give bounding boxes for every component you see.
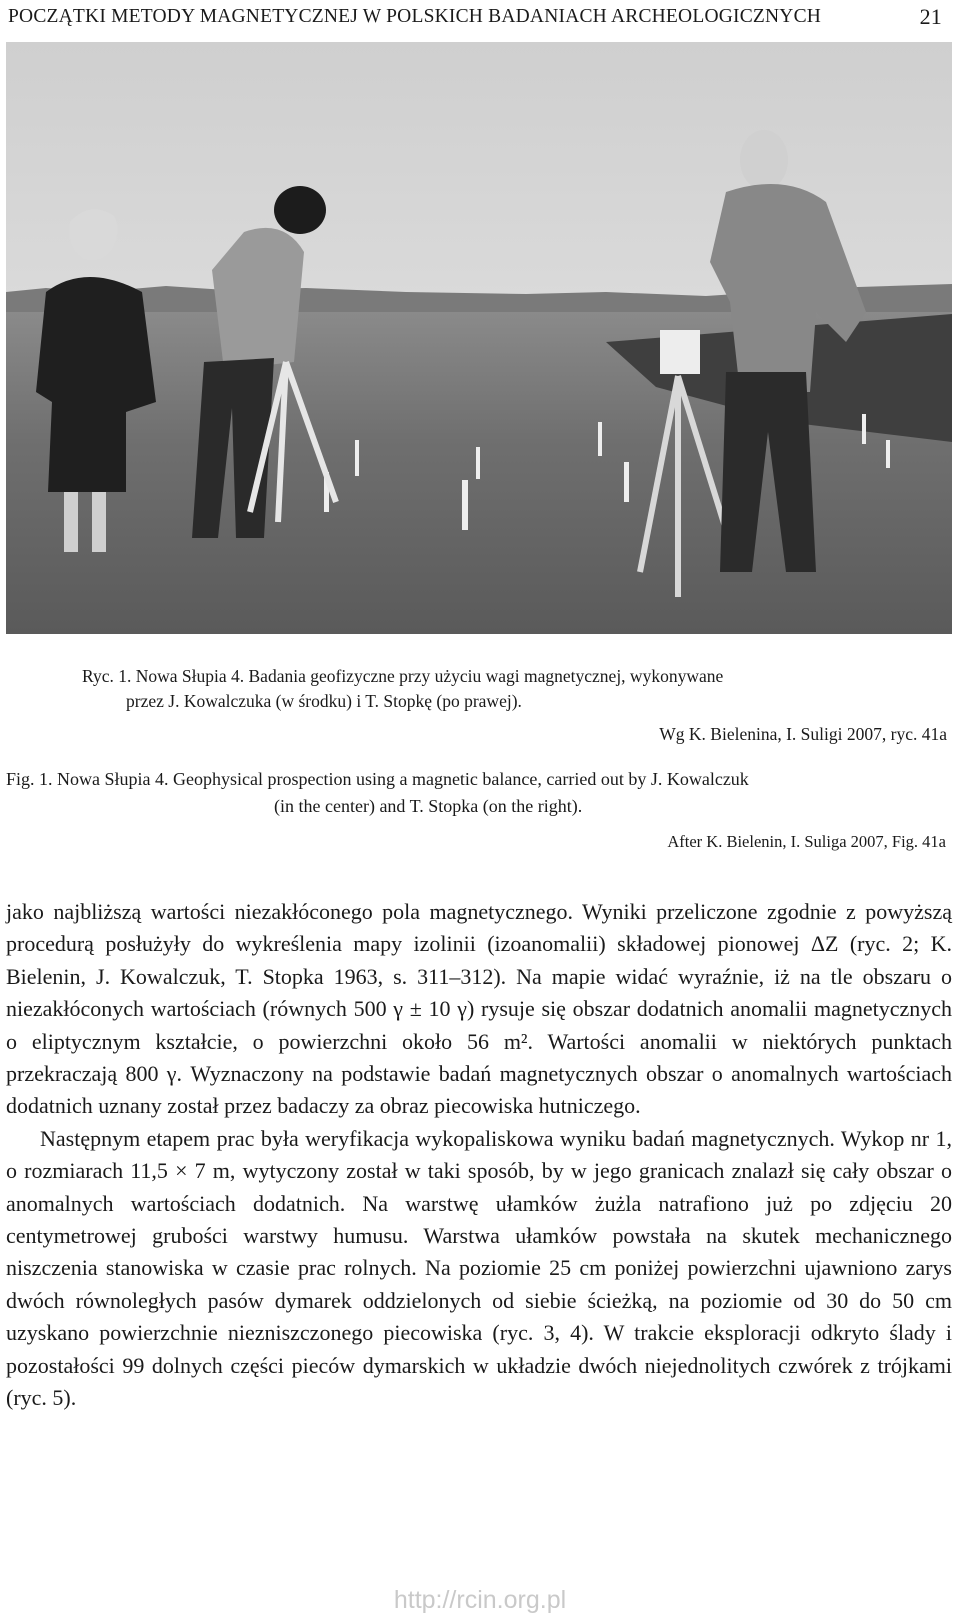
caption-en-source: After K. Bielenin, I. Suliga 2007, Fig. 41a: [667, 832, 946, 851]
caption-en-line-1: Fig. 1. Nowa Słupia 4. Geophysical prospection using a magnetic balance, carried out by J. Kowalczuk: [6, 769, 749, 789]
paragraph-2: Następnym etapem prac była weryfikacja wykopaliskowa wyniku badań magnetycznych. Wykop nr 1, o rozmiarach 11,5 × 7 m, wytyczony został w taki sposób, by w jego granicach znalazł się cały obszar o anomalnych wartościach dodatnich. Na warstwę ułamków żużla natrafiono już po zdjęciu 20 centymetrowej grubości warstwy humusu. Warstwa ułamków powstała na skutek mechanicznego niszczenia stanowiska w czasie prac rolnych. Na poziomie 25 cm poniżej powierzchni ujawniono zarys dwóch równoległych pasów dymarek oddzielonych od siebie ścieżką, na poziomie od 30 do 50 cm uzyskano powierzchnie niezniszczonego piecowiska (ryc. 3, 4). W trakcie eksploracji odkryto ślady i pozostałości 99 dolnych części pieców dymarskich w układzie dwóch niejednolitych czwórek z trójkami (ryc. 5).: [6, 1125, 952, 1411]
paragraph-1: jako najbliższą wartości niezakłóconego pola magnetycznego. Wyniki przeliczone zgodnie z powyższą procedurą posłużyły do wykreślenia mapy izolinii (izoanomalii) składowej pionowej ΔZ (ryc. 2; K. Bielenin, J. Kowalczuk, T. Stopka 1963, s. 311–312). Na mapie widać wyraźnie, iż na tle obszaru o niezakłóconych wartościach (równych 500 γ ± 10 γ) rysuje się obszar dodatnich anomalii magnetycznych o eliptycznym kształcie, o powierzchni około 56 m². Wartości anomalii w niektórych punktach przekraczają 800 γ. Wyznaczony na podstawie badań magnetycznych obszar o anomalnych wartościach dodatnich uznany został przez badaczy za obraz piecowiska hutniczego.: [6, 899, 952, 1119]
caption-pl-line-2: przez J. Kowalczuka (w środku) i T. Stopkę (po prawej).: [126, 691, 522, 711]
caption-pl-source: Wg K. Bielenina, I. Suligi 2007, ryc. 41a: [659, 724, 947, 744]
running-head-title: POCZĄTKI METODY MAGNETYCZNEJ W POLSKICH BADANIACH ARCHEOLOGICZNYCH: [8, 6, 822, 27]
running-head: [8, 2, 952, 32]
figure-photo: [6, 42, 952, 634]
watermark: http://rcin.org.pl: [393, 1586, 567, 1614]
body-text: [6, 896, 952, 1415]
figure-caption-pl: [82, 664, 952, 747]
page-number: 21: [919, 4, 942, 29]
caption-pl-line-1: Ryc. 1. Nowa Słupia 4. Badania geofizyczne przy użyciu wagi magnetycznej, wykonywane: [82, 666, 724, 686]
caption-en-line-2: (in the center) and T. Stopka (on the right).: [274, 796, 583, 816]
figure-caption-en: [6, 766, 952, 855]
